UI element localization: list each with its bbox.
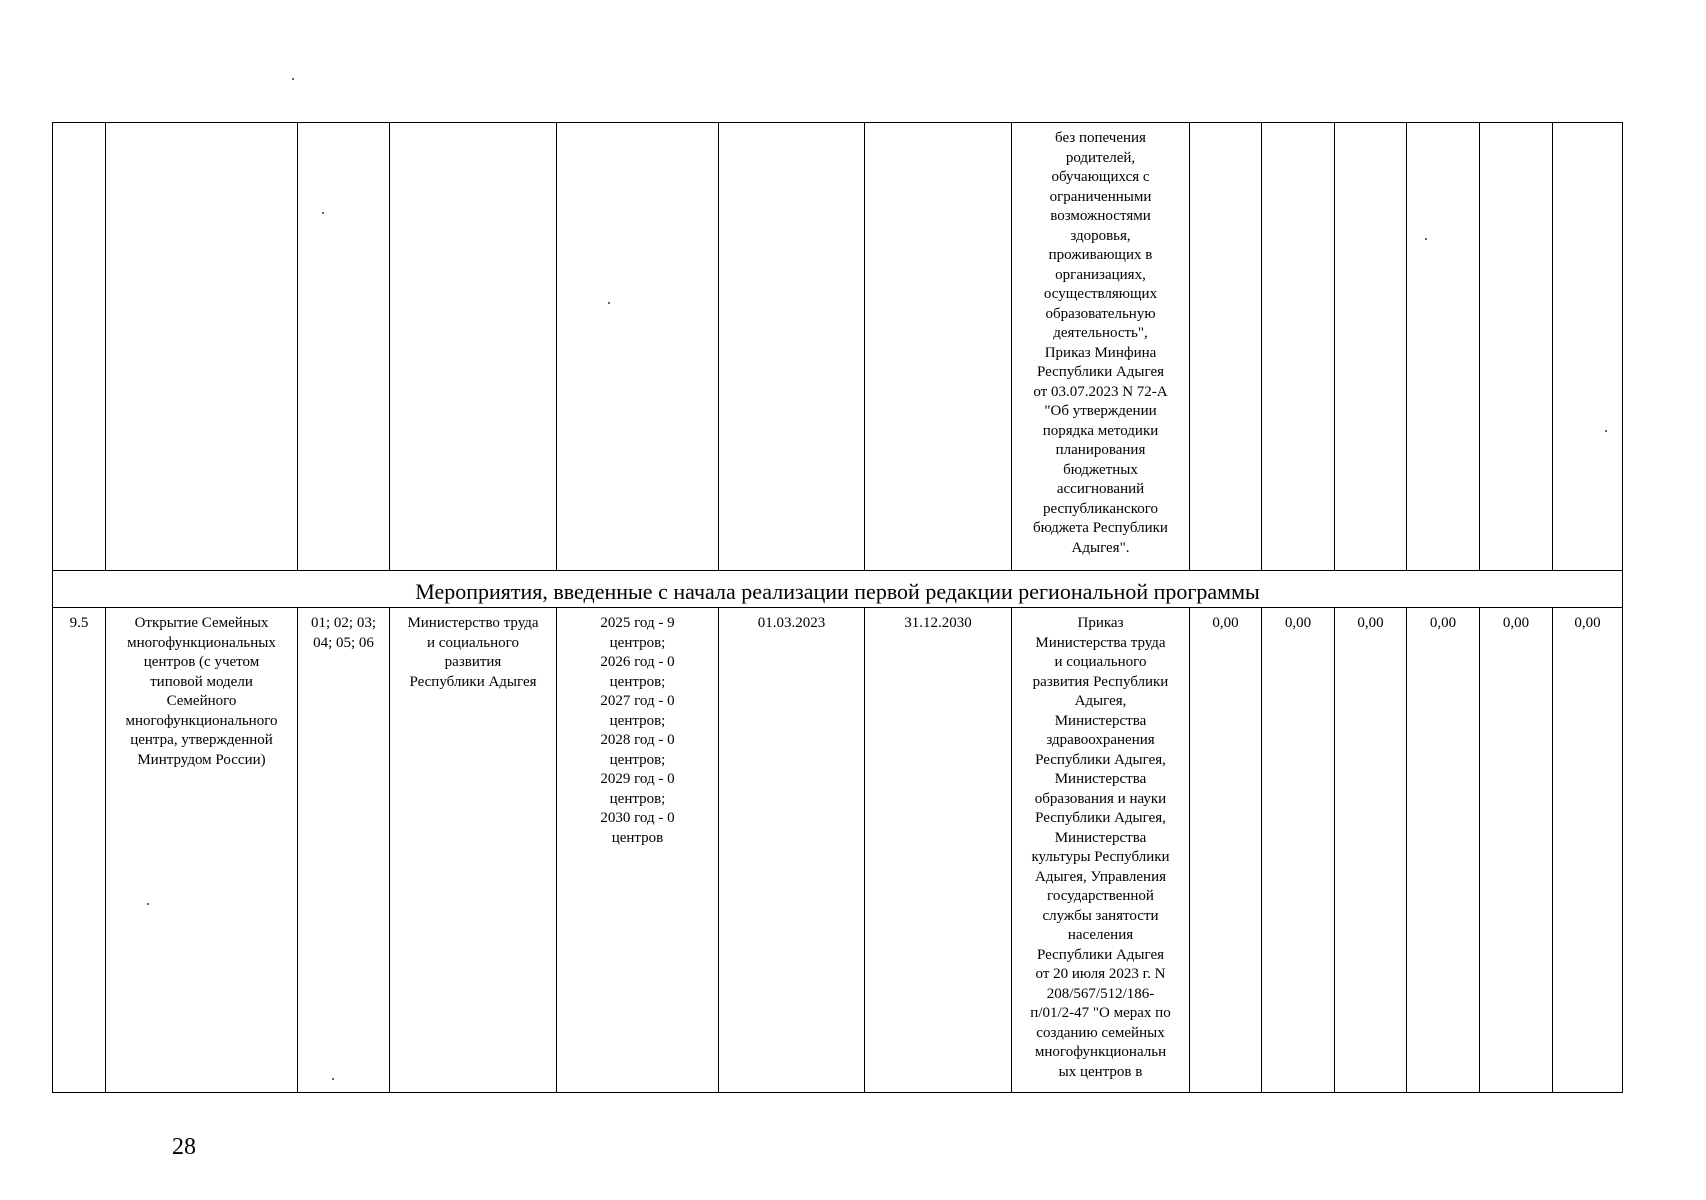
cell-result: 2025 год - 9 центров; 2026 год - 0 центров; 2027 год - 0 центров; 2028 год - 0 центров; 2029 год - 0 центров; 2030 год - 0 центров (557, 608, 719, 1093)
cell-funding-4: 0,00 (1407, 608, 1480, 1093)
page-number: 28 (172, 1134, 196, 1160)
cell-funding-2 (1262, 123, 1335, 571)
scan-speck (322, 212, 324, 214)
cell-executor: Министерство труда и социального развития Республики Адыгея (390, 608, 557, 1093)
cell-funding-6 (1553, 123, 1623, 571)
cell-funding-1: 0,00 (1190, 608, 1262, 1093)
basis-text: без попечения родителей, обучающихся с ограниченными возможностями здоровья, проживающих в организациях, осуществляющих образовательную деятельность", Приказ Минфина Республики Адыгея от 03.07.2023 N 72-А "Об утверждении порядка методики планирования бюджетных ассигнований республиканского бюджета Республики Адыгея". (1033, 130, 1168, 556)
cell-funding-1 (1190, 123, 1262, 571)
cell-funding-3: 0,00 (1335, 608, 1407, 1093)
cell-funding-3 (1335, 123, 1407, 571)
cell-name (106, 123, 298, 571)
scan-speck (1425, 238, 1427, 240)
scan-speck (608, 302, 610, 304)
table-row-section-heading (53, 571, 1623, 608)
cell-result (557, 123, 719, 571)
program-activities-table (52, 122, 1623, 1093)
scan-speck (292, 78, 294, 80)
cell-codes: 01; 02; 03; 04; 05; 06 (298, 608, 390, 1093)
table-row-continuation (53, 123, 1623, 571)
cell-end-date: 31.12.2030 (865, 608, 1012, 1093)
scan-speck (147, 903, 149, 905)
section-heading: Мероприятия, введенные с начала реализации первой редакции региональной программы (53, 571, 1623, 608)
table-row-item (53, 608, 1623, 1093)
cell-funding-5: 0,00 (1480, 608, 1553, 1093)
cell-funding-2: 0,00 (1262, 608, 1335, 1093)
cell-start-date: 01.03.2023 (719, 608, 865, 1093)
cell-funding-5 (1480, 123, 1553, 571)
cell-number (53, 123, 106, 571)
cell-start-date (719, 123, 865, 571)
cell-funding-4 (1407, 123, 1480, 571)
cell-end-date (865, 123, 1012, 571)
cell-basis: Приказ Министерства труда и социального развития Республики Адыгея, Министерства здравоохранения Республики Адыгея, Министерства образования и науки Республики Адыгея, Министерства культуры Республики Адыгея, Управления государственной службы занятости населения Республики Адыгея от 20 июля 2023 г. N 208/567/512/186- п/01/2-47 "О мерах по созданию семейных многофункциональн ых центров в (1012, 608, 1190, 1093)
cell-executor (390, 123, 557, 571)
cell-name: Открытие Семейных многофункциональных центров (с учетом типовой модели Семейного многофункционального центра, утвержденной Минтрудом России) (106, 608, 298, 1093)
cell-codes (298, 123, 390, 571)
scan-speck (1605, 430, 1607, 432)
scan-speck (332, 1078, 334, 1080)
cell-basis (1012, 123, 1190, 571)
cell-number: 9.5 (53, 608, 106, 1093)
cell-funding-6: 0,00 (1553, 608, 1623, 1093)
